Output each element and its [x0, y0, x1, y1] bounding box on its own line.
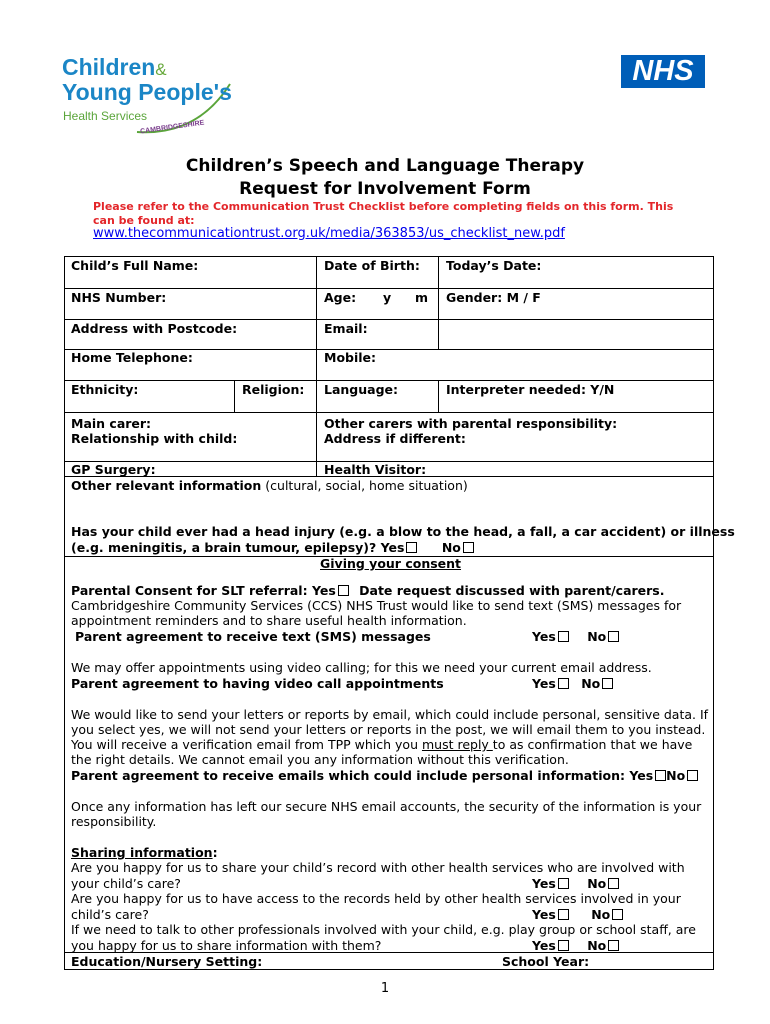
sharing-q1-line1: Are you happy for us to share your child’s record with other health services who are involved with [71, 860, 685, 875]
video-options: Yes No [532, 676, 613, 691]
home-telephone-field[interactable]: Home Telephone: [71, 350, 193, 365]
gender-field[interactable]: Gender: M / F [446, 290, 541, 305]
religion-field[interactable]: Religion: [242, 382, 305, 397]
video-agreement-label: Parent agreement to having video call appointments [71, 676, 444, 691]
logo-line-cambridgeshire: CAMBRIDGESHIRE [139, 119, 205, 136]
education-setting-field[interactable]: Education/Nursery Setting: [71, 954, 263, 969]
address-if-different-field[interactable]: Address if different: [324, 431, 466, 446]
sharing-q3-line1: If we need to talk to other professionals involved with your child, e.g. play group or school staff, are [71, 922, 696, 937]
sms-text-line2: appointment reminders and to share useful health information. [71, 613, 467, 628]
ethnicity-field[interactable]: Ethnicity: [71, 382, 139, 397]
language-field[interactable]: Language: [324, 382, 399, 397]
nhs-number-field[interactable]: NHS Number: [71, 290, 167, 305]
sms-text-line1: Cambridgeshire Community Services (CCS) NHS Trust would like to send text (SMS) messages for [71, 598, 682, 613]
consent-heading: Giving your consent [320, 556, 462, 571]
checklist-link[interactable]: www.thecommunicationtrust.org.uk/media/363853/us_checklist_new.pdf [93, 226, 565, 241]
sms-agreement-label: Parent agreement to receive text (SMS) messages [75, 629, 431, 644]
head-injury-yes-checkbox[interactable] [406, 542, 417, 553]
video-yes-checkbox[interactable] [558, 678, 569, 689]
dob-field[interactable]: Date of Birth: [324, 258, 420, 273]
other-carers-field[interactable]: Other carers with parental responsibility: [324, 416, 618, 431]
age-years-unit: y [383, 290, 392, 305]
form-title: Children’s Speech and Language Therapy [185, 156, 585, 176]
other-info-field[interactable] [71, 478, 468, 493]
sharing-q3-line2: you happy for us to share information with them? [71, 938, 382, 953]
video-text: We may offer appointments using video calling; for this we need your current email address. [71, 660, 652, 675]
form-subtitle: Request for Involvement Form [239, 179, 531, 199]
head-injury-no-label: No [441, 540, 461, 555]
sharing-q2-line2: child’s care? [71, 907, 149, 922]
nhs-logo: NHS [621, 55, 705, 88]
sharing-q1-line2: your child’s care? [71, 876, 181, 891]
sharing-q3-yes-checkbox[interactable] [558, 940, 569, 951]
childs-name-field[interactable]: Child’s Full Name: [71, 258, 199, 273]
sharing-q2-yes-checkbox[interactable] [558, 909, 569, 920]
email-text-line2: you select yes, we will not send your letters or reports in the post, we will email them to you instead. [71, 722, 706, 737]
logo-ampersand: & [155, 60, 167, 79]
health-visitor-field[interactable]: Health Visitor: [324, 462, 427, 477]
sms-no-checkbox[interactable] [608, 631, 619, 642]
logo-line-children: Children& [62, 54, 167, 80]
main-carer-field[interactable]: Main carer: [71, 416, 152, 431]
slt-consent-line: Parental Consent for SLT referral: Yes Date request discussed with parent/carers. [71, 583, 665, 598]
todays-date-field[interactable]: Today’s Date: [446, 258, 542, 273]
email-agreement-line: Parent agreement to receive emails which could include personal information: Yes No [71, 768, 698, 783]
security-text-line2: responsibility. [71, 814, 157, 829]
sharing-q2-line1: Are you happy for us to have access to the records held by other health services involved in your [71, 891, 681, 906]
sms-options: Yes No [532, 629, 619, 644]
other-info-hint: (cultural, social, home situation) [261, 478, 468, 493]
sharing-q3-options: Yes No [532, 938, 619, 953]
slt-consent-yes-label: Yes [311, 583, 336, 598]
email-text-line4: the right details. We cannot email you any information without this verification. [71, 752, 569, 767]
email-text-line3: You will receive a verification email from TPP which you must reply to as confirmation that we have [71, 737, 693, 752]
sharing-q1-options: Yes No [532, 876, 619, 891]
email-field[interactable]: Email: [324, 321, 368, 336]
address-field[interactable]: Address with Postcode: [71, 321, 238, 336]
interpreter-field[interactable]: Interpreter needed: Y/N [446, 382, 615, 397]
cyp-health-services-logo [62, 54, 242, 134]
head-injury-no-checkbox[interactable] [463, 542, 474, 553]
page-number: 1 [380, 981, 390, 996]
sharing-heading: Sharing information: [71, 845, 218, 860]
sms-yes-checkbox[interactable] [558, 631, 569, 642]
sharing-q2-options: Yes No [532, 907, 623, 922]
mobile-field[interactable]: Mobile: [324, 350, 377, 365]
sharing-q1-no-checkbox[interactable] [608, 878, 619, 889]
logo-line-health-services: Health Services [63, 109, 148, 123]
video-no-checkbox[interactable] [602, 678, 613, 689]
security-text-line1: Once any information has left our secure NHS email accounts, the security of the information is your [71, 799, 702, 814]
sharing-q1-yes-checkbox[interactable] [558, 878, 569, 889]
relationship-field[interactable]: Relationship with child: [71, 431, 238, 446]
gp-surgery-field[interactable]: GP Surgery: [71, 462, 156, 477]
date-discussed-label: Date request discussed with parent/carers. [359, 583, 665, 598]
head-injury-question-line2: (e.g. meningitis, a brain tumour, epilepsy)? Yes No [71, 540, 474, 555]
age-months-unit: m [415, 290, 429, 305]
head-injury-yes-label: Yes [380, 540, 405, 555]
slt-consent-yes-checkbox[interactable] [338, 585, 349, 596]
age-field[interactable]: Age: [324, 290, 357, 305]
email-no-checkbox[interactable] [687, 770, 698, 781]
sharing-q2-no-checkbox[interactable] [612, 909, 623, 920]
email-text-line1: We would like to send your letters or reports by email, which could include personal, sensitive data. If [71, 707, 709, 722]
must-reply-emphasis: must reply [421, 737, 493, 752]
email-yes-checkbox[interactable] [655, 770, 666, 781]
other-info-label: Other relevant information [71, 478, 262, 493]
sharing-q3-no-checkbox[interactable] [608, 940, 619, 951]
checklist-note: Please refer to the Communication Trust Checklist before completing fields on this form. This can be found at: [93, 200, 674, 227]
head-injury-question-line1: Has your child ever had a head injury (e.g. a blow to the head, a fall, a car accident) or illness [71, 524, 735, 539]
school-year-field[interactable]: School Year: [502, 954, 590, 969]
logo-line-young-people: Young People's [62, 79, 232, 105]
